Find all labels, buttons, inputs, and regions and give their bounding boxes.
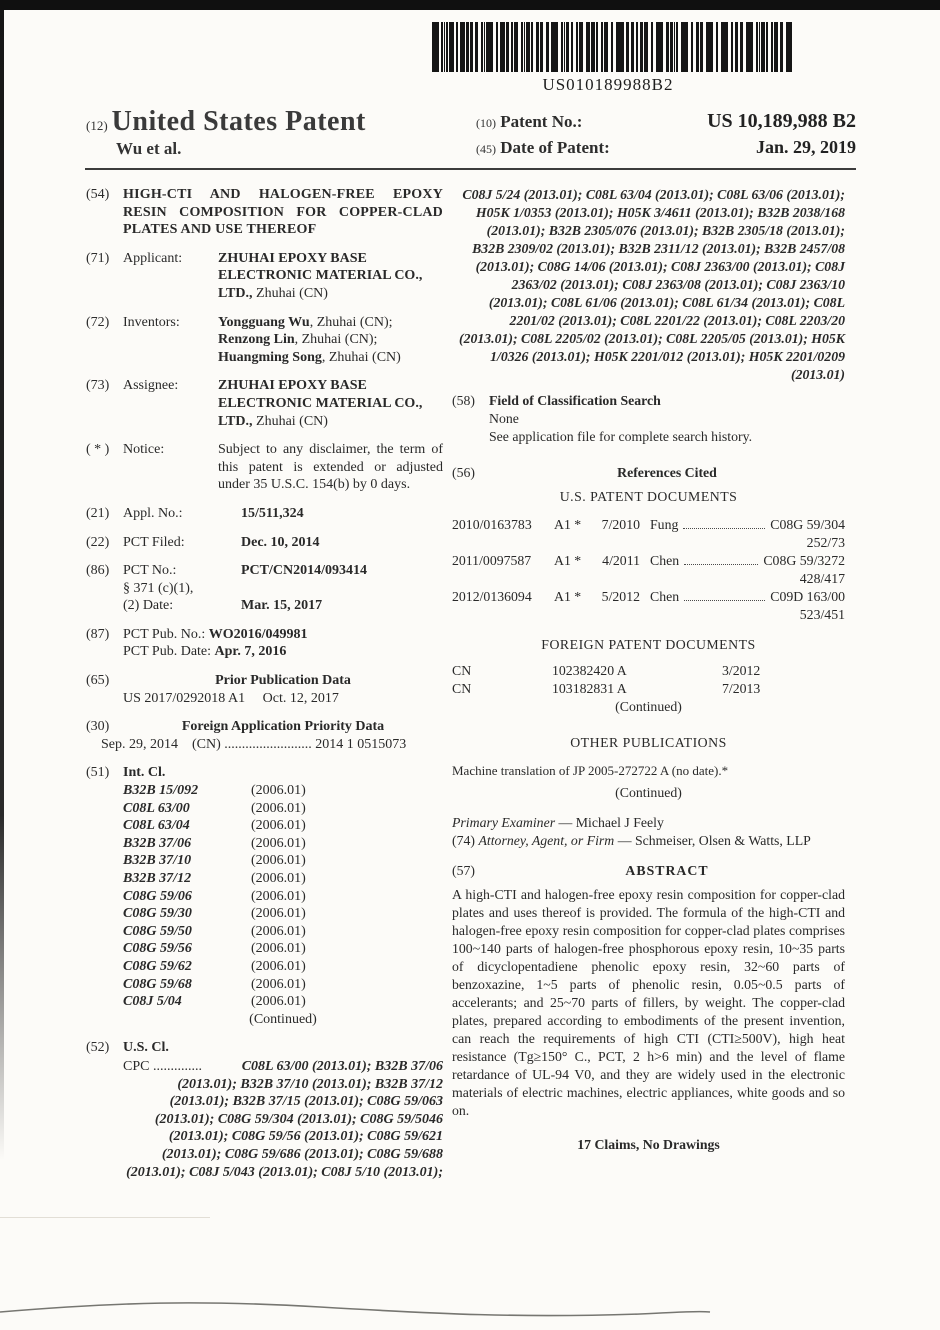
inventor: Yongguang Wu, Zhuhai (CN); — [218, 314, 393, 330]
applicant-label: Applicant: — [123, 250, 183, 266]
priority-number: 2014 1 0515073 — [315, 736, 407, 752]
other-pubs-continued: (Continued) — [615, 785, 682, 800]
us-patent-documents-heading: U.S. PATENT DOCUMENTS — [559, 489, 738, 504]
field-number: (10) — [476, 116, 496, 130]
appl-no-label: Appl. No.: — [123, 505, 183, 521]
inventors-label: Inventors: — [123, 314, 180, 330]
patent-date-row — [476, 137, 856, 158]
section-number: (86) — [86, 563, 110, 579]
page-title: United States Patent — [111, 106, 366, 137]
int-cl-continued: (Continued) — [249, 1011, 317, 1027]
abstract-text: A high-CTI and halogen-free epoxy resin composition for copper-clad plates and uses thereof is provided. The formula of the high-CTI and halogen-free epoxy resin composition for copper-clad plates comprises 100~140 parts of halogen-free phosphorous epoxy resin, 10~35 parts of dicyclopentadiene phenolic epoxy resin, 32~60 parts of benzoxazine, 1~5 parts of phenolic resin, 0.05~0.5 parts of accelerants; and 25~70 parts of fillers, by weight. The copper-clad plates, prepared according to embodiments of the present invention, can reach the requirements of high CTI (CTI≥500V), high heat resistance (Tg≥150° C., PCT, 2 h>6 min) and the level of flame retardance of UL-94 V0, and they are widely used in the electronic materials of electric machines, electric appliances, white goods and so on. — [452, 887, 845, 1118]
patent-no-value: US 10,189,988 B2 — [707, 110, 856, 132]
priority-country: (CN) — [192, 736, 221, 752]
dot-leader — [683, 528, 765, 529]
pct-filed-value: Dec. 10, 2014 — [241, 534, 320, 550]
right-column — [452, 186, 845, 1154]
pct-no-label: PCT No.: — [123, 563, 177, 579]
int-cl-entry: B32B 37/12 (2006.01) — [123, 871, 306, 886]
pct-filed-label: PCT Filed: — [123, 534, 185, 550]
cpc-leader: .............. — [152, 1058, 202, 1074]
section-notice — [86, 441, 443, 494]
references-cited-heading: References Cited — [617, 465, 717, 480]
dot-leader — [684, 564, 758, 565]
section-foreign-priority — [86, 718, 443, 753]
section-us-cl — [86, 1039, 443, 1181]
notice-label: Notice: — [123, 442, 165, 458]
section-number: (87) — [86, 626, 110, 642]
header-right — [476, 110, 856, 162]
header-left — [86, 106, 366, 159]
int-cl-entry: C08G 59/30 (2006.01) — [123, 906, 306, 922]
field-of-search-none: None — [489, 411, 519, 426]
int-cl-entry: C08G 59/06 (2006.01) — [123, 888, 306, 904]
barcode-icon — [432, 22, 792, 72]
section-number: (56) — [452, 465, 475, 480]
371-date-label: (2) Date: — [123, 598, 174, 614]
cpc-classifications — [123, 1058, 443, 1181]
priority-leader: ......................... — [224, 736, 312, 752]
primary-examiner-value: — Michael J Feely — [555, 815, 664, 830]
section-inventors — [86, 314, 443, 367]
scan-left-edge — [0, 10, 4, 1160]
appl-no-value: 15/511,324 — [241, 505, 304, 521]
cpc-classifications-continued: C08J 5/24 (2013.01); C08L 63/04 (2013.01); C08L 63/06 (2013.01); H05K 1/0353 (2013.01); H05K 3/4611 (2013.01); B32B 2038/168 (2013.01); B32B 2305/076 (2013.01); B32B 2305/18 (2013.01); B32B 2309/02 (2013.01); B32B 2311/12 (2013.01); B32B 2457/08 (2013.01); C08G 14/06 (2013.01); C08J 2363/00 (2013.01); C08J 2363/02 (2013.01); C08J 2363/08 (2013.01); C08J 2363/10 (2013.01); C08L 61/06 (2013.01); C08L 61/34 (2013.01); C08L 2201/02 (2013.01); C08L 2201/22 (2013.01); C08L 2203/20 (2013.01); C08L 2205/02 (2013.01); C08L 2205/05 (2013.01); H05K 1/0326 (2013.01); H05K 2201/012 (2013.01); H05K 2201/0209 (2013.01) — [458, 187, 845, 382]
section-number: (51) — [86, 765, 110, 781]
primary-examiner-label: Primary Examiner — [452, 815, 556, 830]
us-cl-heading: U.S. Cl. — [123, 1040, 169, 1056]
int-cl-entry: C08G 59/68 (2006.01) — [123, 976, 306, 992]
scan-artifact-line — [0, 1217, 210, 1218]
dot-leader — [684, 600, 765, 601]
priority-entry — [101, 736, 443, 754]
section-prior-publication — [86, 672, 443, 707]
us-patent-doc-row: 2012/0136094 A1 * 5/2012 Chen C09D 163/00 523/451 — [452, 589, 845, 622]
left-column — [86, 186, 443, 1192]
us-patent-doc-row: 2010/0163783 A1 * 7/2010 Fung C08G 59/304 252/73 — [452, 517, 845, 550]
cpc-label: CPC — [123, 1058, 150, 1074]
371-clause: § 371 (c)(1), — [123, 580, 194, 596]
section-number: (30) — [86, 719, 110, 735]
section-number: (74) — [452, 833, 475, 848]
section-number: (22) — [86, 534, 110, 550]
section-number: (21) — [86, 505, 110, 521]
foreign-continued: (Continued) — [615, 699, 682, 714]
inventor: Renzong Lin, Zhuhai (CN); — [218, 332, 378, 348]
int-cl-entry: C08L 63/04 (2006.01) — [123, 818, 306, 834]
section-number: (73) — [86, 378, 110, 394]
int-cl-entry: B32B 15/092 (2006.01) — [123, 783, 306, 799]
assignee-org: ZHUHAI EPOXY BASE ELECTRONIC MATERIAL CO., LTD., — [218, 378, 423, 429]
section-assignee — [86, 377, 443, 430]
pct-no-value: PCT/CN2014/093414 — [241, 563, 367, 579]
prior-pub-number: US 2017/0292018 A1 — [123, 690, 246, 706]
patent-no-label: Patent No.: — [500, 112, 583, 131]
applicant-location: Zhuhai (CN) — [256, 285, 328, 301]
header-divider — [85, 168, 856, 170]
section-int-cl — [86, 764, 443, 1028]
pct-pub-no-label: PCT Pub. No.: — [123, 626, 206, 642]
prior-pub-date: Oct. 12, 2017 — [262, 690, 339, 706]
scan-top-edge — [0, 0, 940, 10]
section-title — [86, 186, 443, 239]
patent-number-row — [476, 110, 856, 133]
primary-examiner-line — [452, 814, 845, 832]
section-applicant — [86, 250, 443, 303]
date-of-patent-label: Date of Patent: — [500, 138, 610, 157]
section-field-of-search — [452, 392, 845, 446]
foreign-doc-row: CN 103182831 A 7/2013 — [452, 681, 761, 696]
section-number: (52) — [86, 1040, 110, 1056]
us-patent-doc-row: 2011/0097587 A1 * 4/2011 Chen C08G 59/3272 428/417 — [452, 553, 845, 586]
int-cl-entry: B32B 37/10 (2006.01) — [123, 853, 306, 869]
section-number: (57) — [452, 863, 475, 878]
abstract-heading: ABSTRACT — [625, 863, 709, 878]
section-pct-filed — [86, 534, 443, 552]
section-abstract — [452, 862, 845, 880]
foreign-doc-row: CN 102382420 A 3/2012 — [452, 663, 761, 678]
int-cl-entry: C08J 5/04 (2006.01) — [123, 994, 306, 1010]
section-number: (71) — [86, 250, 110, 266]
invention-title: HIGH-CTI AND HALOGEN-FREE EPOXY RESIN COMPOSITION FOR COPPER-CLAD PLATES AND USE THEREOF — [123, 187, 443, 238]
section-pct-no — [86, 562, 443, 615]
assignee-location: Zhuhai (CN) — [256, 413, 328, 429]
foreign-priority-heading: Foreign Application Priority Data — [181, 719, 385, 735]
claims-line: 17 Claims, No Drawings — [577, 1137, 720, 1152]
foreign-patent-documents-heading: FOREIGN PATENT DOCUMENTS — [541, 637, 756, 652]
field-of-search-heading: Field of Classification Search — [489, 393, 661, 408]
kind-code-number: (12) — [86, 118, 108, 133]
field-number: (45) — [476, 142, 496, 156]
int-cl-entry: B32B 37/06 (2006.01) — [123, 835, 306, 851]
priority-date: Sep. 29, 2014 — [101, 736, 178, 752]
int-cl-entry: C08G 59/56 (2006.01) — [123, 941, 306, 957]
barcode-block — [432, 22, 784, 95]
section-appl-no — [86, 505, 443, 523]
int-cl-entry: C08G 59/62 (2006.01) — [123, 958, 306, 974]
notice-text: Subject to any disclaimer, the term of this patent is extended or adjusted under 35 U.S.C. 154(b) by 0 days. — [218, 442, 443, 493]
assignee-label: Assignee: — [123, 378, 179, 394]
attorney-line — [452, 832, 845, 850]
int-cl-heading: Int. Cl. — [123, 765, 166, 781]
pct-pub-no-value: WO2016/049981 — [208, 626, 308, 642]
cpc-codes: C08L 63/00 (2013.01); B32B 37/06 (2013.01); B32B 37/10 (2013.01); B32B 37/12 (2013.01); B32B 37/15 (2013.01); C08G 59/063 (2013.01); C08G 59/304 (2013.01); C08G 59/5046 (2013.01); C08G 59/56 (2013.01); C08G 59/621 (2013.01); C08G 59/686 (2013.01); C08G 59/688 (2013.01); C08J 5/043 (2013.01); C08J 5/10 (2013.01); — [126, 1058, 443, 1180]
371-date-value: Mar. 15, 2017 — [241, 598, 323, 614]
section-number: (54) — [86, 187, 110, 202]
pct-pub-date-label: PCT Pub. Date: — [123, 644, 212, 660]
scan-bottom-squiggle — [0, 1280, 940, 1330]
applicant-org: ZHUHAI EPOXY BASE ELECTRONIC MATERIAL CO., LTD., — [218, 250, 423, 301]
attorney-value: — Schmeiser, Olsen & Watts, LLP — [614, 833, 811, 848]
int-cl-entry: C08G 59/50 (2006.01) — [123, 923, 306, 939]
section-number: ( * ) — [86, 442, 110, 458]
date-of-patent-value: Jan. 29, 2019 — [755, 137, 856, 157]
pct-pub-date-value: Apr. 7, 2016 — [214, 644, 287, 660]
barcode-number: US010189988B2 — [542, 75, 674, 94]
section-pct-pub — [86, 626, 443, 661]
authors: Wu et al. — [116, 139, 182, 158]
int-cl-entry: C08L 63/00 (2006.01) — [123, 800, 306, 816]
section-number: (65) — [86, 673, 110, 689]
field-of-search-note: See application file for complete search history. — [489, 429, 753, 444]
section-number: (72) — [86, 314, 110, 330]
section-references-cited — [452, 464, 845, 482]
other-publications-heading: OTHER PUBLICATIONS — [570, 735, 727, 750]
attorney-label: Attorney, Agent, or Firm — [478, 833, 615, 848]
other-publication-entry: Machine translation of JP 2005-272722 A (no date).* — [452, 763, 729, 778]
prior-publication-heading: Prior Publication Data — [215, 673, 351, 689]
section-number: (58) — [452, 393, 475, 408]
inventor: Huangming Song, Zhuhai (CN) — [218, 349, 401, 365]
